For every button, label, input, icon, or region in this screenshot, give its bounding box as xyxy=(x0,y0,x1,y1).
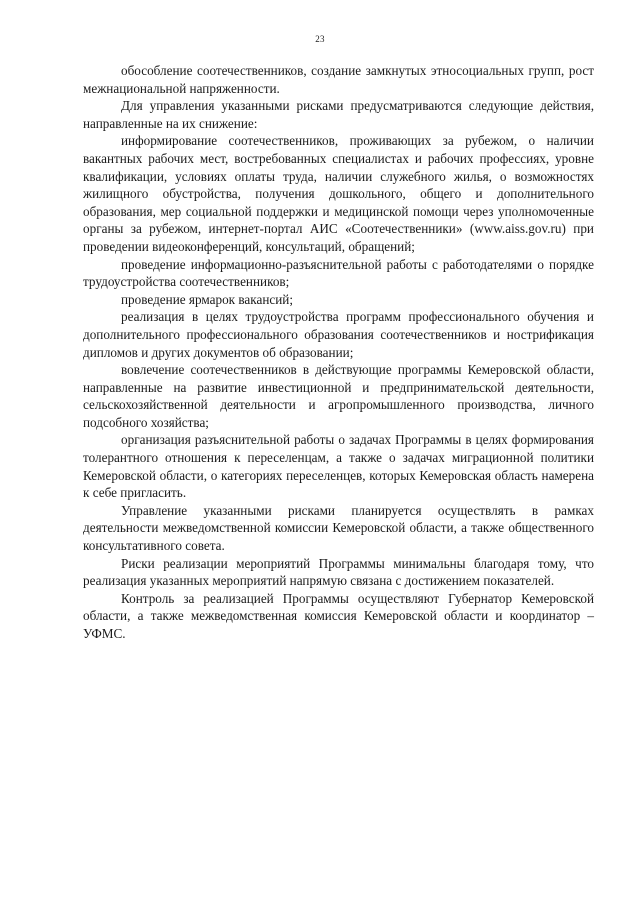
page-number: 23 xyxy=(315,34,325,44)
paragraph-informing: информирование соотечественников, проживающих за рубежом, о наличии вакантных рабочих мест, востребованных специалистах и рабочих профессиях, уровне квалификации, условиях оплаты труда, наличии служебного жилья, о возможностях жилищного обустройства, получения дошкольного, общего и дополнительного образования, мер социальной поддержки и медицинской помощи через уполномоченные органы за рубежом, интернет-портал АИС «Соотечественники» (www.aiss.gov.ru) при проведении видеоконференций, консультаций, обращений; xyxy=(83,133,594,254)
paragraph-job-fairs: проведение ярмарок вакансий; xyxy=(121,291,294,307)
paragraph-continuation: обособление соотечественников, создание замкнутых этносоциальных групп, рост межнациональной напряженности. xyxy=(83,63,594,96)
paragraph-explanatory-work: организация разъяснительной работы о задачах Программы в целях формирования толерантного отношения к переселенцам, а также о задачах миграционной политики Кемеровской области, о категориях переселенцев, которых Кемеровская область намерена к себе пригласить. xyxy=(83,432,594,501)
paragraph-risk-management-body: Управление указанными рисками планируется осуществлять в рамках деятельности межведомственной комиссии Кемеровской области, а также общественного консультативного совета. xyxy=(83,502,594,554)
paragraph-risk-assessment: Риски реализации мероприятий Программы минимальны благодаря тому, что реализация указанных мероприятий напрямую связана с достижением показателей. xyxy=(83,555,594,589)
paragraph-control: Контроль за реализацией Программы осуществляют Губернатор Кемеровской области, а также межведомственная комиссия Кемеровской области и координатор – УФМС. xyxy=(83,590,594,641)
paragraph-risk-management-intro: Для управления указанными рисками предусматриваются следующие действия, направленные на их снижение: xyxy=(83,98,594,131)
paragraph-regional-programs: вовлечение соотечественников в действующие программы Кемеровской области, направленные на развитие инвестиционной и предпринимательской деятельности, сельскохозяйственной деятельности и агропромышленного производства, личного подсобного хозяйства; xyxy=(83,362,594,430)
document-body xyxy=(83,62,594,643)
paragraph-training-programs: реализация в целях трудоустройства программ профессионального обучения и дополнительного профессионального образования соотечественников и нострификация дипломов и других документов об образовании; xyxy=(83,309,594,360)
paragraph-employer-outreach: проведение информационно-разъяснительной работы с работодателями о порядке трудоустройства соотечественников; xyxy=(83,256,594,290)
